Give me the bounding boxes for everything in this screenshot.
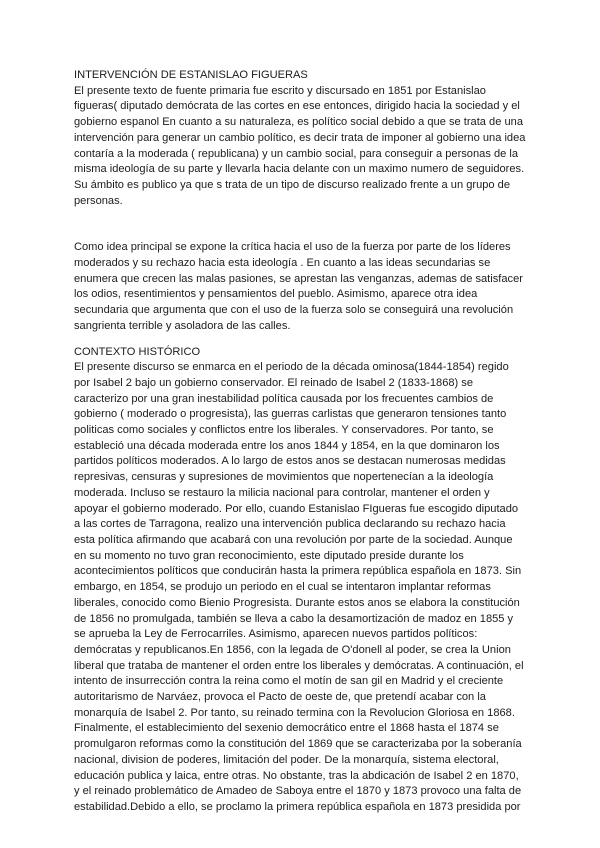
paragraph-spacer xyxy=(74,209,526,240)
paragraph-main-idea: Como idea principal se expone la crítica hacia el uso de la fuerza por parte de los líderes moderados y su rechazo hacia esta ideología . En cuanto a las ideas secundarias se enumera que crecen las malas pasiones, se aprestan las venganzas, ademas de satisfacer los odios, resentimientos y pensamientos del pueblo. Asimismo, aparece otra idea secundaria que argumenta que con el uso de la fuerza solo se conseguirá una revolución sangrienta terrible y asoladora de las calles. xyxy=(74,241,523,332)
section-heading-intervencion: INTERVENCIÓN DE ESTANISLAO FIGUERAS xyxy=(74,69,308,81)
paragraph-historical-context: El presente discurso se enmarca en el periodo de la década ominosa(1844-1854) regido por Isabel 2 bajo un gobierno conservador. El reinado de Isabel 2 (1833-1868) se caracterizo por una gran inestabilidad política causada por los frecuentes cambios de gobierno ( moderado o progresista), las guerras carlistas que generaron tensiones tanto politicas como sociales y conflictos entre los liberales. Y conservadores. Por tanto, se estableció una década moderada entre los anos 1844 y 1854, en la que dominaron los partidos políticos moderados. A lo largo de estos anos se destacan numerosas medidas represivas, censuras y supresiones de movimientos que nopertenecían a la ideología moderada. Incluso se restauro la milicia nacional para controlar, mantener el orden y apoyar el gobierno moderado. Por ello, cuando Estanislao FIgueras fue escogido diputado a las cortes de Tarragona, realizo una intervención publica declarando su rechazo hacia esta política afirmando que acabará con una revolución por parte de la sociedad. Aunque en su momento no tuvo gran reconocimiento, este diputado preside durante los acontecimientos políticos que conducirán hasta la primera república española en 1873. Sin embargo, en 1854, se produjo un periodo en el cual se intentaron implantar reformas liberales, conocido como Bienio Progresista. Durante estos anos se elabora la constitución de 1856 no promulgada, también se lleva a cabo la desamortización de madoz en 1855 y se aprueba la Ley de Ferrocarriles. Asimismo, aparecen nuevos partidos políticos: demócratas y republicanos.En 1856, con la legada de O'donell al poder, se crea la Union liberal que trataba de mantener el orden entre los liberales y demócratas. A continuación, el intento de insurrección contra la reina como el motín de san gil en Madrid y el creciente autoritarismo de Narváez, provoca el Pacto de oeste de, que pretendí acabar con la monarquía de Isabel 2. Por tanto, su reinado termina con la Revolucion Gloriosa en 1868. Finalmente, el establecimiento del sexenio democrático entre el 1868 hasta el 1874 se promulgaron reformas como la constitución del 1869 que se caracterizaba por la soberanía nacional, division de poderes, limitación del poder. De la monarquía, sistema electoral, educación publica y laica, entre otras. No obstante, tras la abdicación de Isabel 2 en 1870, y el reinado problemático de Amadeo de Saboya entre el 1870 y 1873 provoco una falta de estabilidad.Debido a ello, se proclamo la primera república española en 1873 presidida por xyxy=(74,361,524,813)
section-spacer xyxy=(74,335,526,345)
paragraph-introduction: El presente texto de fuente primaria fue escrito y discursado en 1851 por Estanislao figueras( diputado demócrata de las cortes en ese entonces, dirigido hacia la sociedad y el gobierno espanol En cuanto a su naturaleza, es político social debido a que se trata de una intervención para generar un cambio político, es decir trata de imponer al gobierno una idea contaría a la moderada ( republicana) y un cambio social, para conseguir a personas de la misma ideología de su parte y llevarla hacia delante con un maximo numero de seguidores. Su ámbito es publico ya que s trata de un tipo de discurso realizado frente a un grupo de personas. xyxy=(74,84,526,207)
section-heading-contexto: CONTEXTO HISTÓRICO xyxy=(74,345,201,358)
